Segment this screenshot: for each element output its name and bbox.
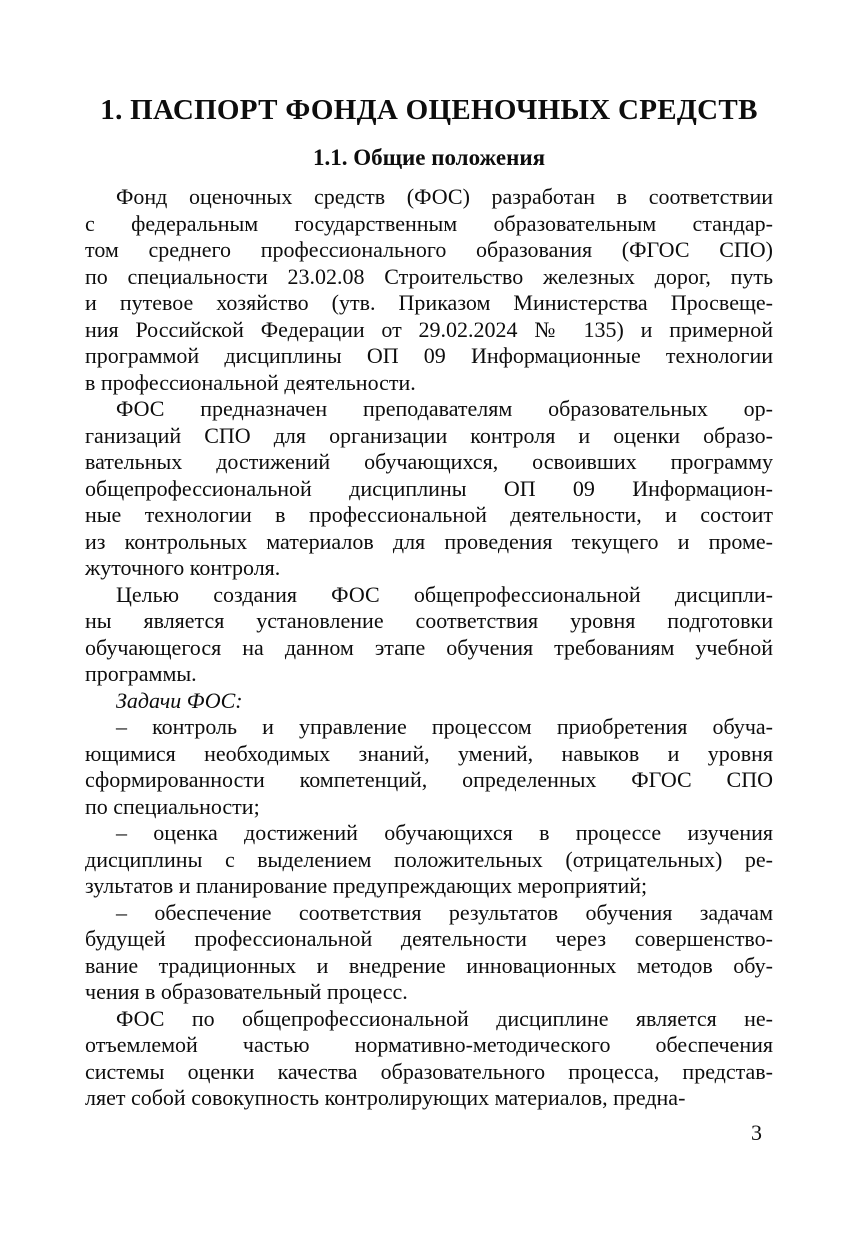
text-line: системы оценки качества образовательного процесса, представ- [85,1058,773,1084]
text-line: Задачи ФОС: [116,687,243,713]
text-line: программы. [85,661,197,686]
text-line: чения в образовательный процесс. [85,979,408,1004]
text-line: сформированности компетенций, определенных ФГОС СПО [85,767,773,792]
text-line: вательных достижений обучающихся, освоивших программу [85,449,773,474]
text-line: ганизаций СПО для организации контроля и оценки образо- [85,422,773,448]
text-line: с федеральным государственным образовательным стандар- [85,210,773,236]
page-number: 3 [751,1120,762,1145]
text-line: Фонд оценочных средств (ФОС) разработан в соответствии [116,184,773,209]
text-line: общепрофессиональной дисциплины ОП 09 Информацион- [85,475,773,501]
paragraph [85,688,773,715]
paragraph [85,820,773,900]
paragraph [85,900,773,1006]
text-line: ФОС предназначен преподавателям образовательных ор- [116,396,773,421]
text-line: – обеспечение соответствия результатов обучения задачам [116,899,773,925]
paragraph [85,1006,773,1112]
text-line: – контроль и управление процессом приобретения обуча- [116,714,773,739]
text-line: из контрольных материалов для проведения текущего и проме- [85,528,773,554]
text-line: ляет собой совокупность контролирующих материалов, предна- [85,1085,686,1110]
paragraph [85,714,773,820]
text-line: ния Российской Федерации от 29.02.2024 № 135) и примерной [85,316,773,342]
paragraph [85,582,773,688]
paragraph [85,184,773,396]
text-line: в профессиональной деятельности. [85,369,416,395]
text-line: и путевое хозяйство (утв. Приказом Министерства Просвеще- [85,290,773,315]
page-title: 1. ПАСПОРТ ФОНДА ОЦЕНОЧНЫХ СРЕДСТВ [100,94,758,126]
text-line: будущей профессиональной деятельности через совершенство- [85,926,773,951]
text-line: ны является установление соответствия уровня подготовки [85,608,773,633]
text-line: – оценка достижений обучающихся в процессе изучения [116,820,773,845]
text-line: Целью создания ФОС общепрофессиональной дисципли- [116,581,773,607]
text-line: ющимися необходимых знаний, умений, навыков и уровня [85,740,773,766]
content [85,94,773,1112]
text-line: зультатов и планирование предупреждающих мероприятий; [85,873,648,898]
text-line: том среднего профессионального образования (ФГОС СПО) [85,237,773,262]
body-text [85,184,773,1112]
text-line: по специальности 23.02.08 Строительство железных дорог, путь [85,263,773,289]
paragraph [85,396,773,582]
text-line: программой дисциплины ОП 09 Информационные технологии [85,343,773,368]
text-line: жуточного контроля. [85,555,281,580]
text-line: обучающегося на данном этапе обучения требованиям учебной [85,634,773,660]
text-line: по специальности; [85,793,260,819]
text-line: ФОС по общепрофессиональной дисциплине является не- [116,1005,773,1031]
text-line: вание традиционных и внедрение инновационных методов обу- [85,952,773,978]
text-line: ные технологии в профессиональной деятельности, и состоит [85,502,773,527]
text-line: отъемлемой частью нормативно-методического обеспечения [85,1032,773,1057]
text-line: дисциплины с выделением положительных (отрицательных) ре- [85,846,773,872]
section-subtitle: 1.1. Общие положения [312,145,546,170]
